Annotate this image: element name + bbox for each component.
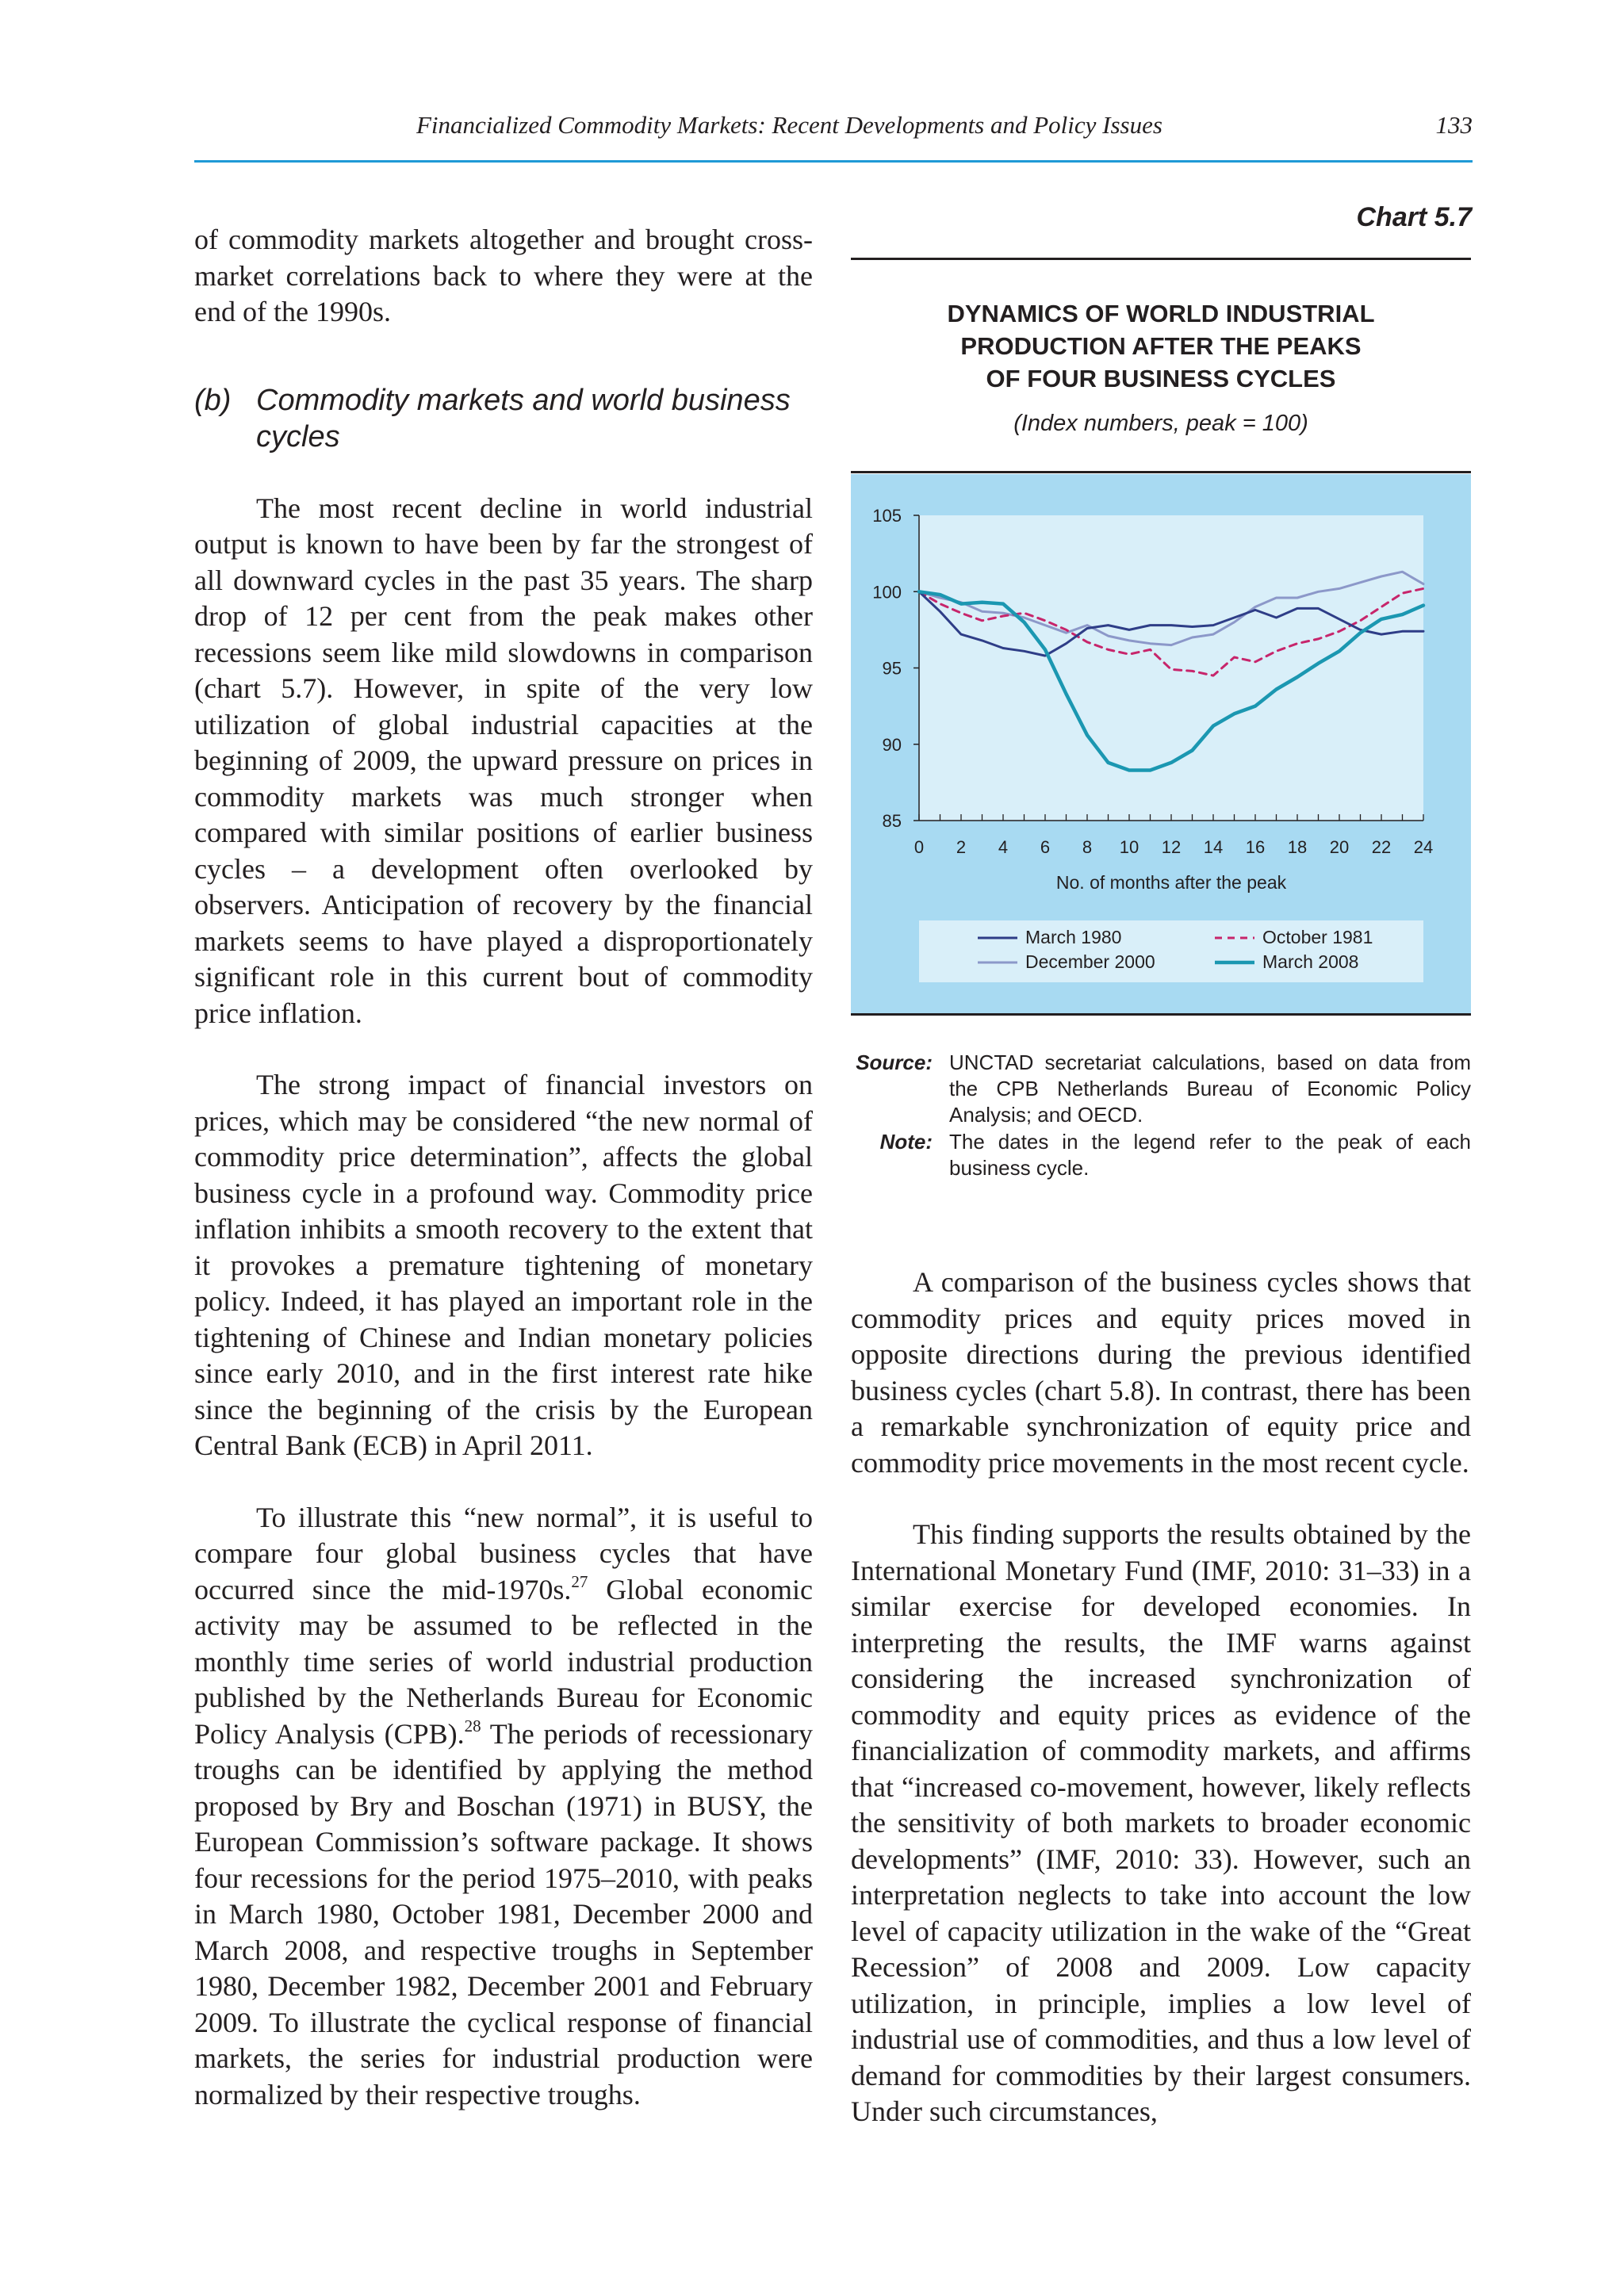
subheading-text: Commodity markets and world business cycles (256, 383, 791, 453)
chart-bottom-rule (851, 1013, 1471, 1016)
legend-label: March 1980 (1025, 927, 1122, 947)
source-key: Source: (856, 1050, 933, 1074)
page-header (194, 111, 1473, 151)
y-tick-label: 100 (872, 582, 902, 603)
chart-label: Chart 5.7 (1356, 202, 1472, 232)
x-tick-label: 2 (956, 837, 967, 857)
note (851, 1129, 1471, 1181)
y-tick-label: 105 (872, 506, 902, 526)
paragraph-new-normal (194, 1500, 813, 2114)
chart-title-line: OF FOUR BUSINESS CYCLES (986, 365, 1336, 392)
note-key: Note: (879, 1130, 933, 1154)
legend-label: October 1981 (1262, 927, 1373, 947)
y-tick-label: 95 (882, 658, 902, 679)
chart (851, 474, 1471, 1013)
legend-label: March 2008 (1262, 951, 1359, 972)
paragraph-comparison: A comparison of the business cycles shows that commodity prices and equity prices moved in opposite directions during the previous identified business cycles (chart 5.8). In contrast, there has been a remarkable synchronization of equity price and commodity price movements in the most recent cycle. (851, 1266, 1471, 1479)
x-tick-label: 8 (1082, 837, 1093, 857)
chart-top-rule (851, 258, 1471, 260)
page-number: 133 (1435, 111, 1473, 139)
paragraph-continuation: of commodity markets altogether and brought cross-market correlations back to where they were at the end of the 1990s. (194, 224, 813, 327)
chart-title-line: DYNAMICS OF WORLD INDUSTRIAL (947, 300, 1375, 327)
note-text: The dates in the legend refer to the peak of each business cycle. (949, 1130, 1471, 1180)
footnote-ref-27[interactable]: 27 (571, 1571, 588, 1591)
subheading-label: (b) (194, 383, 232, 417)
source-text: UNCTAD secretariat calculations, based on data from the CPB Netherlands Bureau of Economic Policy Analysis; and OECD. (949, 1050, 1471, 1127)
x-tick-label: 16 (1245, 837, 1266, 857)
x-axis-title: No. of months after the peak (1055, 872, 1287, 893)
left-column (194, 222, 813, 2113)
x-tick-label: 12 (1161, 837, 1182, 857)
paragraph-financial-investors: The strong impact of financial investors on prices, which may be considered “the new normal of commodity price determination”, affects the global business cycle in a profound way. Commodity price inflation inhibits a smooth recovery to the extent that it provokes a premature tightening of monetary policy. Indeed, it has played an important role in the tightening of Chinese and Indian monetary policies since early 2010, and in the first interest rate hike since the beginning of the crisis by the European Central Bank (ECB) in April 2011. (194, 1069, 813, 1461)
right-column (851, 1265, 1471, 2130)
x-tick-label: 4 (998, 837, 1009, 857)
legend-label: December 2000 (1025, 951, 1155, 972)
plot-area (919, 515, 1423, 821)
x-tick-label: 24 (1413, 837, 1434, 857)
x-tick-label: 0 (914, 837, 925, 857)
chart-title-line: PRODUCTION AFTER THE PEAKS (960, 332, 1362, 360)
chart-title (851, 297, 1471, 395)
y-tick-label: 90 (882, 734, 902, 755)
header-rule (194, 160, 1473, 163)
text-run: To illustrate this “new normal”, it is useful to compare four global business cycles that have occurred since the mid-1970s. (194, 1501, 813, 1605)
x-tick-label: 22 (1371, 837, 1392, 857)
chart-subtitle: (Index numbers, peak = 100) (1013, 411, 1308, 436)
text-run: The periods of recessionary troughs can be identified by applying the method proposed by Bry and Boschan (1971) in BUSY, the European Commission’s software package. It shows four recessions for the period 1975–2010, with peaks in March 1980, October 1981, December 2000 and March 2008, and respective troughs in September 1980, December 1982, December 2001 and February 2009. To illustrate the cyclical response of financial markets, the series for industrial production were normalized by their respective troughs. (194, 1717, 813, 2110)
x-tick-label: 18 (1287, 837, 1308, 857)
x-tick-label: 10 (1119, 837, 1139, 857)
x-tick-label: 14 (1203, 837, 1224, 857)
text-run: Global economic activity may be assumed to be reflected in the monthly time series of world industrial production published by the Netherlands Bureau for Economic Policy Analysis (CPB). (194, 1573, 813, 1750)
section-subheading (194, 382, 813, 455)
chart-frame-top-rule (851, 471, 1471, 473)
paragraph-imf: This finding supports the results obtained by the International Monetary Fund (IMF, 2010: 31–33) in a similar exercise for developed economies. In interpreting the results, the IMF warns against considering the increased synchronization of commodity and equity prices as evidence of the financialization of commodity markets, and affirms that “increased co-movement, however, likely reflects the sensitivity of both markets to broader economic developments” (IMF, 2010: 33). However, such an interpretation neglects to take into account the low level of capacity utilization in the wake of the “Great Recession” of 2008 and 2009. Low capacity utilization, in principle, implies a low level of industrial use of commodities, and thus a low level of demand for commodities by their largest consumers. Under such circumstances, (851, 1518, 1471, 2127)
chart-svg (851, 474, 1471, 1013)
y-tick-label: 85 (882, 811, 902, 831)
x-tick-label: 20 (1329, 837, 1350, 857)
source-note (851, 1050, 1471, 1128)
paragraph-decline: The most recent decline in world industrial output is known to have been by far the strongest of all downward cycles in the past 35 years. The sharp drop of 12 per cent from the peak makes other recessions seem like mild slowdowns in comparison (chart 5.7). However, in spite of the very low utilization of global industrial capacities at the beginning of 2009, the upward pressure on prices in commodity markets was much stronger when compared with similar positions of earlier business cycles – a development often overlooked by observers. Anticipation of recovery by the financial markets seems to have played a disproportionately significant role in this current bout of commodity price inflation. (194, 492, 813, 1029)
footnote-ref-28[interactable]: 28 (464, 1716, 481, 1735)
running-title: Financialized Commodity Markets: Recent Developments and Policy Issues (416, 111, 1162, 139)
x-tick-label: 6 (1040, 837, 1051, 857)
